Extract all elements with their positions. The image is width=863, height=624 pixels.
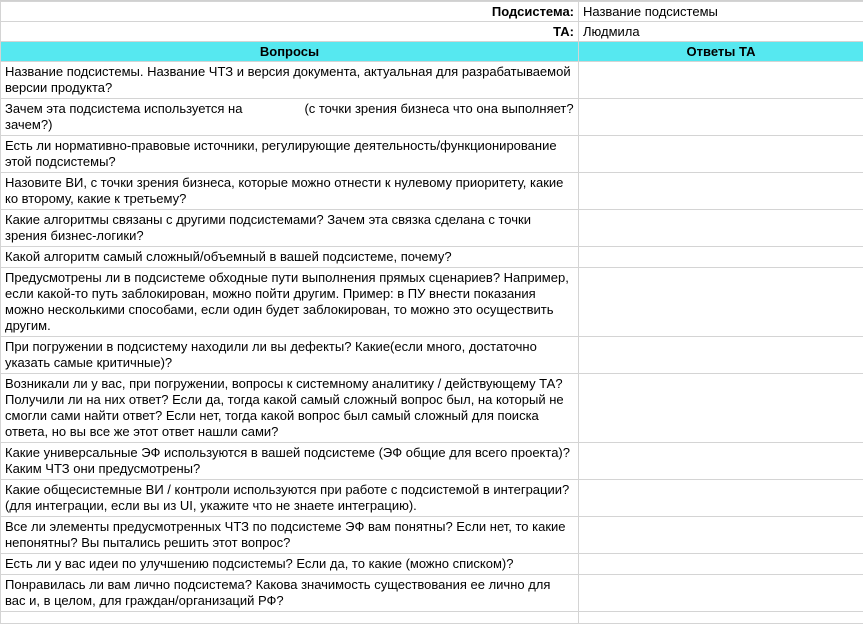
question-text-end: (с точки зрения бизнеса что она выполняет? зачем?) (5, 101, 574, 132)
meta-row-analyst (1, 22, 863, 42)
answer-cell[interactable] (579, 443, 863, 480)
question-row (1, 337, 863, 374)
question-row (1, 517, 863, 554)
answer-cell[interactable] (579, 480, 863, 517)
answer-cell[interactable] (579, 337, 863, 374)
question-cell[interactable]: Назовите ВИ, с точки зрения бизнеса, которые можно отнести к нулевому приоритету, какие ко второму, какие к третьему? (1, 173, 579, 210)
question-row (1, 480, 863, 517)
meta-label-analyst[interactable]: ТА: (1, 22, 579, 42)
empty-answer-cell[interactable] (579, 612, 863, 624)
question-row (1, 268, 863, 337)
answer-cell[interactable] (579, 517, 863, 554)
answer-cell[interactable] (579, 247, 863, 268)
question-row (1, 173, 863, 210)
question-cell[interactable]: Все ли элементы предусмотренных ЧТЗ по подсистеме ЭФ вам понятны? Если нет, то какие непонятны? Вы пытались решить этот вопрос? (1, 517, 579, 554)
question-cell[interactable] (1, 99, 579, 136)
answer-cell[interactable] (579, 575, 863, 612)
answer-cell[interactable] (579, 374, 863, 443)
answer-cell[interactable] (579, 136, 863, 173)
question-cell[interactable]: Есть ли нормативно-правовые источники, регулирующие деятельность/функционирование этой подсистемы? (1, 136, 579, 173)
question-row (1, 443, 863, 480)
header-questions[interactable]: Вопросы (1, 42, 579, 62)
question-row (1, 62, 863, 99)
question-row (1, 374, 863, 443)
question-row (1, 99, 863, 136)
question-cell[interactable]: Какой алгоритм самый сложный/объемный в вашей подсистеме, почему? (1, 247, 579, 268)
question-row (1, 136, 863, 173)
question-cell[interactable]: Возникали ли у вас, при погружении, вопросы к системному аналитику / действующему ТА? Получили ли на них ответ? Если да, тогда какой самый сложный вопрос был, на который не смогли сами найти ответ? Если нет, тогда какой вопрос был самый сложный для поиска ответа, но вы все же этот ответ нашли сами? (1, 374, 579, 443)
question-cell[interactable]: Название подсистемы. Название ЧТЗ и версия документа, актуальная для разрабатываемой версии продукта? (1, 62, 579, 99)
meta-row-subsystem (1, 2, 863, 22)
header-answers[interactable]: Ответы ТА (579, 42, 863, 62)
question-cell[interactable]: Есть ли у вас идеи по улучшению подсистемы? Если да, то какие (можно списком)? (1, 554, 579, 575)
answer-cell[interactable] (579, 173, 863, 210)
header-row (1, 42, 863, 62)
questions-table (0, 1, 863, 624)
question-cell[interactable]: При погружении в подсистему находили ли вы дефекты? Какие(если много, достаточно указать самые критичные)? (1, 337, 579, 374)
answer-cell[interactable] (579, 99, 863, 136)
meta-label-subsystem[interactable]: Подсистема: (1, 2, 579, 22)
question-cell[interactable]: Предусмотрены ли в подсистеме обходные пути выполнения прямых сценариев? Например, если какой-то путь заблокирован, можно пойти другим. Пример: в ПУ внести показания можно несколькими способами, если один будет заблокирован, то можно это осуществить другим. (1, 268, 579, 337)
answer-cell[interactable] (579, 554, 863, 575)
question-cell[interactable]: Какие общесистемные ВИ / контроли используются при работе с подсистемой в интеграции? (для интеграции, если вы из UI, укажите что не знаете интеграцию). (1, 480, 579, 517)
question-cell[interactable]: Какие универсальные ЭФ используются в вашей подсистеме (ЭФ общие для всего проекта)? Каким ЧТЗ они предусмотрены? (1, 443, 579, 480)
meta-value-analyst[interactable]: Людмила (579, 22, 863, 42)
empty-question-cell[interactable] (1, 612, 579, 624)
meta-value-subsystem[interactable]: Название подсистемы (579, 2, 863, 22)
question-row (1, 247, 863, 268)
answer-cell[interactable] (579, 62, 863, 99)
question-text-start: Зачем эта подсистема используется на (5, 101, 242, 116)
question-row (1, 554, 863, 575)
question-cell[interactable]: Понравилась ли вам лично подсистема? Какова значимость существования ее лично для вас и, в целом, для граждан/организаций РФ? (1, 575, 579, 612)
question-cell[interactable]: Какие алгоритмы связаны с другими подсистемами? Зачем эта связка сделана с точки зрения бизнес-логики? (1, 210, 579, 247)
answer-cell[interactable] (579, 268, 863, 337)
question-row (1, 210, 863, 247)
empty-row (1, 612, 863, 624)
question-row (1, 575, 863, 612)
answer-cell[interactable] (579, 210, 863, 247)
